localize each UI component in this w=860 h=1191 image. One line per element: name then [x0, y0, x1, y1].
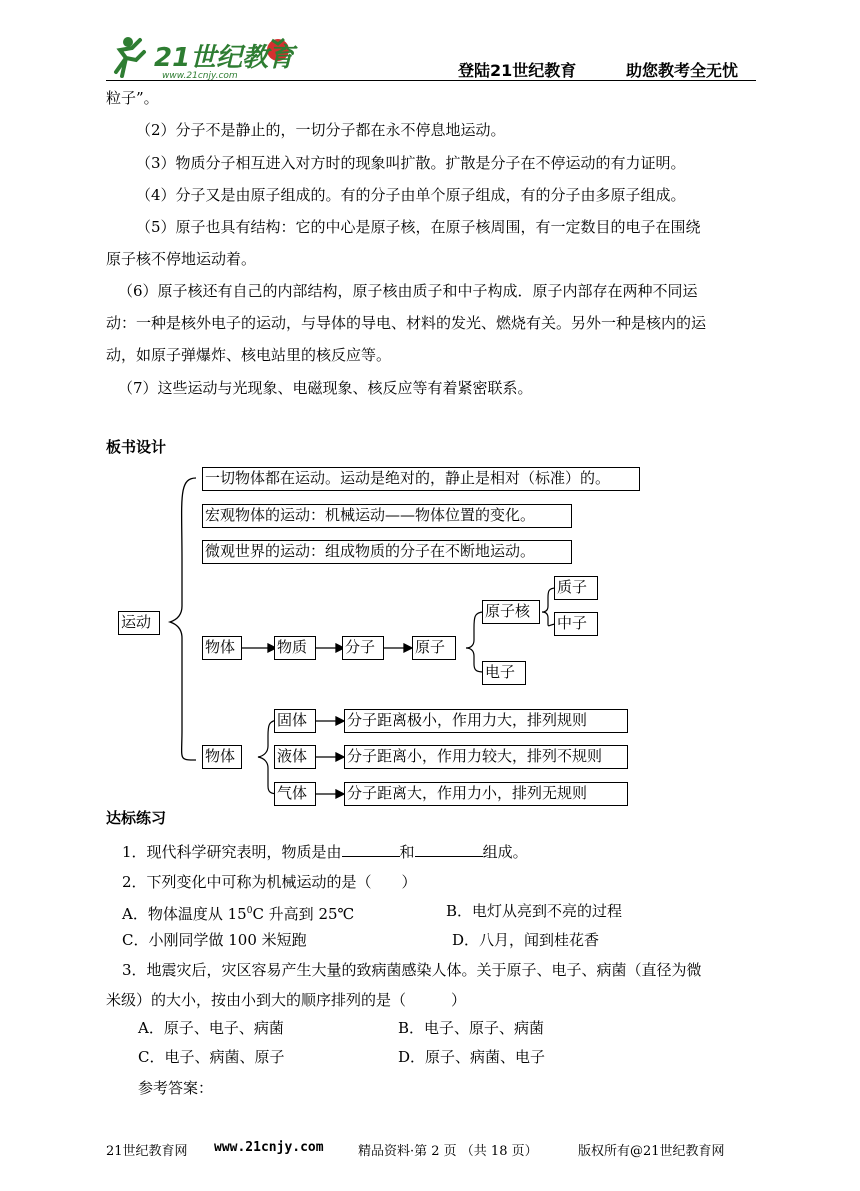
diagram-node-object: 物体 [202, 636, 242, 660]
diagram-node-electron: 电子 [482, 661, 526, 685]
header-slogan-left: 登陆21世纪教育 [458, 61, 577, 80]
option-d: D．八月，闻到桂花香 [452, 931, 600, 949]
diagram-node-atom: 原子 [412, 636, 456, 660]
footer-url[interactable]: www.21cnjy.com [214, 1140, 324, 1155]
text-line: （6）原子核还有自己的内部结构，原子核由质子和中子构成．原子内部存在两种不同运 [118, 282, 698, 300]
diagram-node-molecule: 分子 [342, 636, 384, 660]
diagram-state-desc: 分子距离小，作用力较大，排列不规则 [344, 745, 628, 769]
option-c: C．小刚同学做 100 米短跑 [122, 931, 307, 949]
diagram-state-desc: 分子距离大，作用力小，排列无规则 [344, 782, 628, 806]
header-slogan-right: 助您教考全无忧 [626, 61, 739, 80]
diagram-node-neutron: 中子 [554, 612, 598, 636]
svg-text:21世纪教育: 21世纪教育 [154, 43, 295, 73]
text-line: （4）分子又是由原子组成的。有的分子由单个原子组成，有的分子由多原子组成。 [136, 186, 686, 204]
text-line: 动：一种是核外电子的运动，与导体的导电、材料的发光、燃烧有关。另外一种是核内的运 [106, 314, 707, 332]
diagram-node-solid: 固体 [274, 709, 316, 733]
text-line: 原子核不停地运动着。 [106, 250, 257, 268]
diagram-node-object-states: 物体 [202, 745, 242, 769]
footer-site: 21世纪教育网 [106, 1144, 188, 1159]
exercise-title: 达标练习 [106, 809, 167, 827]
diagram-statement: 微观世界的运动：组成物质的分子在不断地运动。 [202, 540, 572, 564]
answer-label: 参考答案： [138, 1079, 214, 1097]
diagram-node-gas: 气体 [274, 782, 316, 806]
diagram-node-liquid: 液体 [274, 745, 316, 769]
question-2-stem: 2．下列变化中可称为机械运动的是（ ） [122, 873, 417, 891]
option-d: D．原子、病菌、电子 [398, 1048, 546, 1066]
text-line: （7）这些运动与光现象、电磁现象、核反应等有着紧密联系。 [118, 379, 533, 397]
option-a: A．物体温度从 $15^0C$ 升高到 25℃ [122, 905, 355, 923]
option-c: C．电子、病菌、原子 [138, 1048, 285, 1066]
diagram-node-matter: 物质 [274, 636, 316, 660]
diagram-node-nucleus: 原子核 [482, 600, 540, 624]
footer-page-info: 精品资料·第 2 页 （共 18 页） [358, 1144, 538, 1159]
question-3-stem: 米级）的大小，按由小到大的顺序排列的是（ ） [106, 991, 467, 1009]
text-line: （5）原子也具有结构：它的中心是原子核，在原子核周围，有一定数目的电子在围绕 [136, 218, 701, 236]
diagram-statement: 一切物体都在运动。运动是绝对的，静止是相对（标准）的。 [202, 467, 640, 491]
text-line: 动，如原子弹爆炸、核电站里的核反应等。 [106, 346, 392, 364]
diagram-statement: 宏观物体的运动：机械运动——物体位置的变化。 [202, 504, 572, 528]
question-3-stem: 3．地震灾后，灾区容易产生大量的致病菌感染人体。关于原子、电子、病菌（直径为微 [122, 961, 702, 979]
option-a: A．原子、电子、病菌 [138, 1019, 284, 1037]
diagram-node-proton: 质子 [554, 576, 598, 600]
footer-copyright: 版权所有@21世纪教育网 [578, 1144, 725, 1159]
text-line: （2）分子不是静止的，一切分子都在永不停息地运动。 [136, 121, 506, 139]
diagram-state-desc: 分子距离极小，作用力大，排列规则 [344, 709, 628, 733]
question-1: 1．现代科学研究表明，物质是由 和 组成。 [122, 843, 528, 861]
option-b: B．电子、原子、病菌 [398, 1019, 545, 1037]
option-b: B．电灯从亮到不亮的过程 [446, 902, 623, 920]
svg-text:www.21cnjy.com: www.21cnjy.com [162, 71, 238, 81]
text-line: 粒子”。 [106, 89, 159, 107]
diagram-root-motion: 运动 [118, 611, 160, 635]
board-title: 板书设计 [106, 438, 167, 456]
text-line: （3）物质分子相互进入对方时的现象叫扩散。扩散是分子在不停运动的有力证明。 [136, 154, 686, 172]
